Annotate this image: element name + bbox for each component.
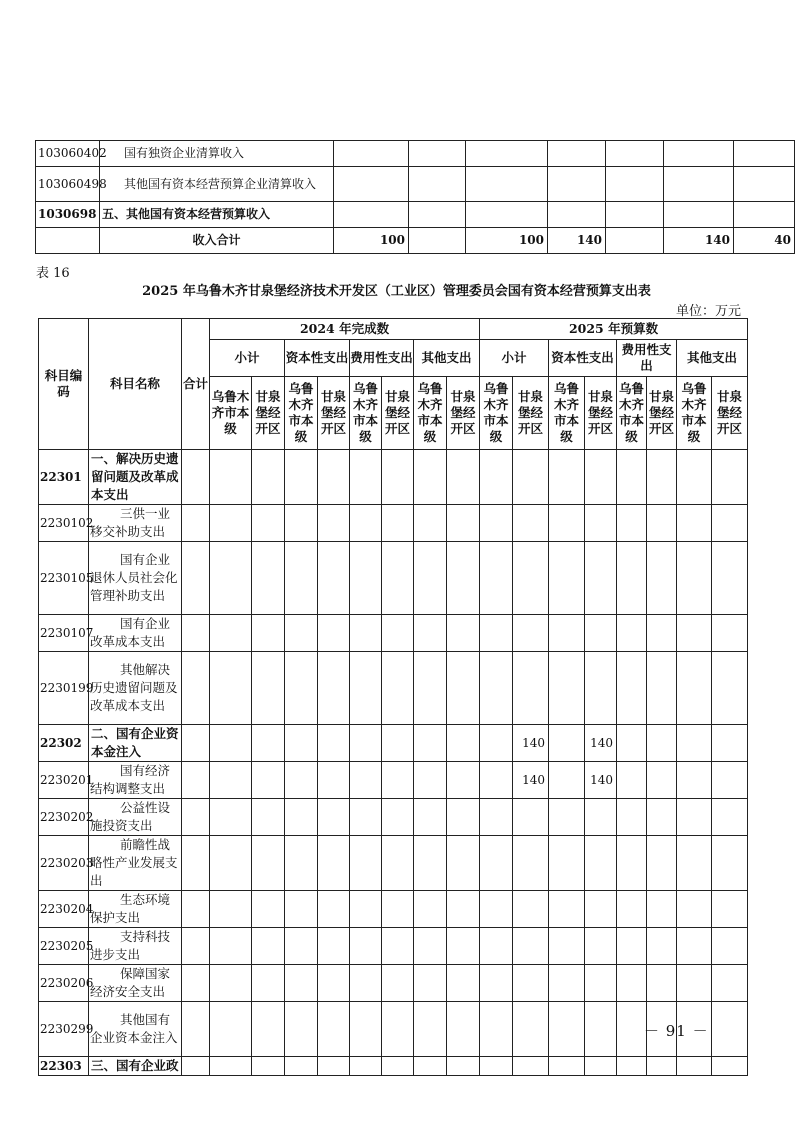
row-code: 2230105 — [39, 542, 89, 615]
header-urumqi: 乌鲁木齐市本级 — [549, 377, 585, 450]
row-name: 国有企业改革成本支出 — [89, 615, 182, 652]
cell-value: 140 — [513, 725, 549, 762]
header-subtotal: 小计 — [480, 340, 549, 377]
row-name: 国有企业退休人员社会化管理补助支出 — [89, 542, 182, 615]
header-other: 其他支出 — [677, 340, 748, 377]
header-subtotal: 小计 — [210, 340, 285, 377]
row-code: 2230206 — [39, 965, 89, 1002]
table-row — [39, 725, 748, 762]
row-code: 2230203 — [39, 836, 89, 891]
cell-value: 140 — [585, 762, 617, 799]
header-ganquanbao: 甘泉堡经开区 — [585, 377, 617, 450]
header-urumqi: 乌鲁木齐市本级 — [210, 377, 252, 450]
unit-label: 单位：万元 — [675, 304, 741, 319]
cell-value: 140 — [513, 762, 549, 799]
row-name: 国有经济结构调整支出 — [89, 762, 182, 799]
row-name: 生态环境保护支出 — [89, 891, 182, 928]
income-name: 国有独资企业清算收入 — [100, 141, 334, 167]
row-code: 2230199 — [39, 652, 89, 725]
income-total-value: 140 — [548, 228, 606, 254]
header-ganquanbao: 甘泉堡经开区 — [712, 377, 748, 450]
header-capital: 资本性支出 — [549, 340, 617, 377]
row-code: 22302 — [39, 725, 89, 762]
header-ganquanbao: 甘泉堡经开区 — [513, 377, 549, 450]
page-number: － 91 － — [644, 1022, 709, 1040]
row-name: 其他国有企业资本金注入 — [89, 1002, 182, 1057]
table-row — [39, 652, 748, 725]
header-expense: 费用性支出 — [350, 340, 414, 377]
table-row — [39, 836, 748, 891]
income-code: 103060498 — [36, 167, 100, 202]
table-row — [39, 965, 748, 1002]
table-label: 表 16 — [36, 266, 70, 281]
row-code: 2230107 — [39, 615, 89, 652]
income-total-value: 140 — [664, 228, 734, 254]
row-code: 22303 — [39, 1057, 89, 1076]
header-ganquanbao: 甘泉堡经开区 — [382, 377, 414, 450]
row-code: 2230299 — [39, 1002, 89, 1057]
header-code: 科目编码 — [39, 319, 89, 450]
income-name: 五、其他国有资本经营预算收入 — [100, 202, 334, 228]
table-title: 2025 年乌鲁木齐甘泉堡经济技术开发区（工业区）管理委员会国有资本经营预算支出表 — [142, 284, 651, 299]
income-code: 103060402 — [36, 141, 100, 167]
table-row — [39, 1057, 748, 1076]
row-code: 2230102 — [39, 505, 89, 542]
row-name: 二、国有企业资本金注入 — [89, 725, 182, 762]
table-row — [39, 450, 748, 505]
table-row — [39, 1002, 748, 1057]
table-row — [39, 542, 748, 615]
header-expense: 费用性支出 — [617, 340, 677, 377]
income-row — [36, 167, 795, 202]
income-total-value: 100 — [466, 228, 548, 254]
income-table — [35, 140, 795, 254]
row-code: 2230201 — [39, 762, 89, 799]
income-total-value: 100 — [334, 228, 409, 254]
header-2024: 2024 年完成数 — [210, 319, 480, 340]
header-urumqi: 乌鲁木齐市本级 — [285, 377, 318, 450]
table-row — [39, 615, 748, 652]
income-total-row — [36, 228, 795, 254]
cell-value: 140 — [585, 725, 617, 762]
row-name: 保障国家经济安全支出 — [89, 965, 182, 1002]
table-row — [39, 799, 748, 836]
header-capital: 资本性支出 — [285, 340, 350, 377]
row-code: 2230205 — [39, 928, 89, 965]
row-name: 支持科技进步支出 — [89, 928, 182, 965]
table-row — [39, 762, 748, 799]
table-row — [39, 505, 748, 542]
row-code: 22301 — [39, 450, 89, 505]
header-ganquanbao: 甘泉堡经开区 — [318, 377, 350, 450]
header-urumqi: 乌鲁木齐市本级 — [350, 377, 382, 450]
table-row — [39, 891, 748, 928]
header-urumqi: 乌鲁木齐市本级 — [677, 377, 712, 450]
income-name: 其他国有资本经营预算企业清算收入 — [100, 167, 334, 202]
income-total-value: 40 — [734, 228, 795, 254]
income-total-label: 收入合计 — [100, 228, 334, 254]
income-code: 1030698 — [36, 202, 100, 228]
header-total: 合计 — [182, 319, 210, 450]
row-name: 三、国有企业政 — [89, 1057, 182, 1076]
header-ganquanbao: 甘泉堡经开区 — [647, 377, 677, 450]
header-urumqi: 乌鲁木齐市本级 — [480, 377, 513, 450]
row-name: 其他解决历史遗留问题及改革成本支出 — [89, 652, 182, 725]
expenditure-table — [38, 318, 748, 1076]
header-urumqi: 乌鲁木齐市本级 — [414, 377, 447, 450]
row-name: 一、解决历史遗留问题及改革成本支出 — [89, 450, 182, 505]
header-ganquanbao: 甘泉堡经开区 — [447, 377, 480, 450]
header-name: 科目名称 — [89, 319, 182, 450]
row-name: 公益性设施投资支出 — [89, 799, 182, 836]
row-name: 前瞻性战略性产业发展支出 — [89, 836, 182, 891]
row-code: 2230204 — [39, 891, 89, 928]
income-row — [36, 141, 795, 167]
header-other: 其他支出 — [414, 340, 480, 377]
table-row — [39, 928, 748, 965]
header-2025: 2025 年预算数 — [480, 319, 748, 340]
income-row — [36, 202, 795, 228]
row-code: 2230202 — [39, 799, 89, 836]
row-name: 三供一业移交补助支出 — [89, 505, 182, 542]
header-urumqi: 乌鲁木齐市本级 — [617, 377, 647, 450]
header-ganquanbao: 甘泉堡经开区 — [252, 377, 285, 450]
